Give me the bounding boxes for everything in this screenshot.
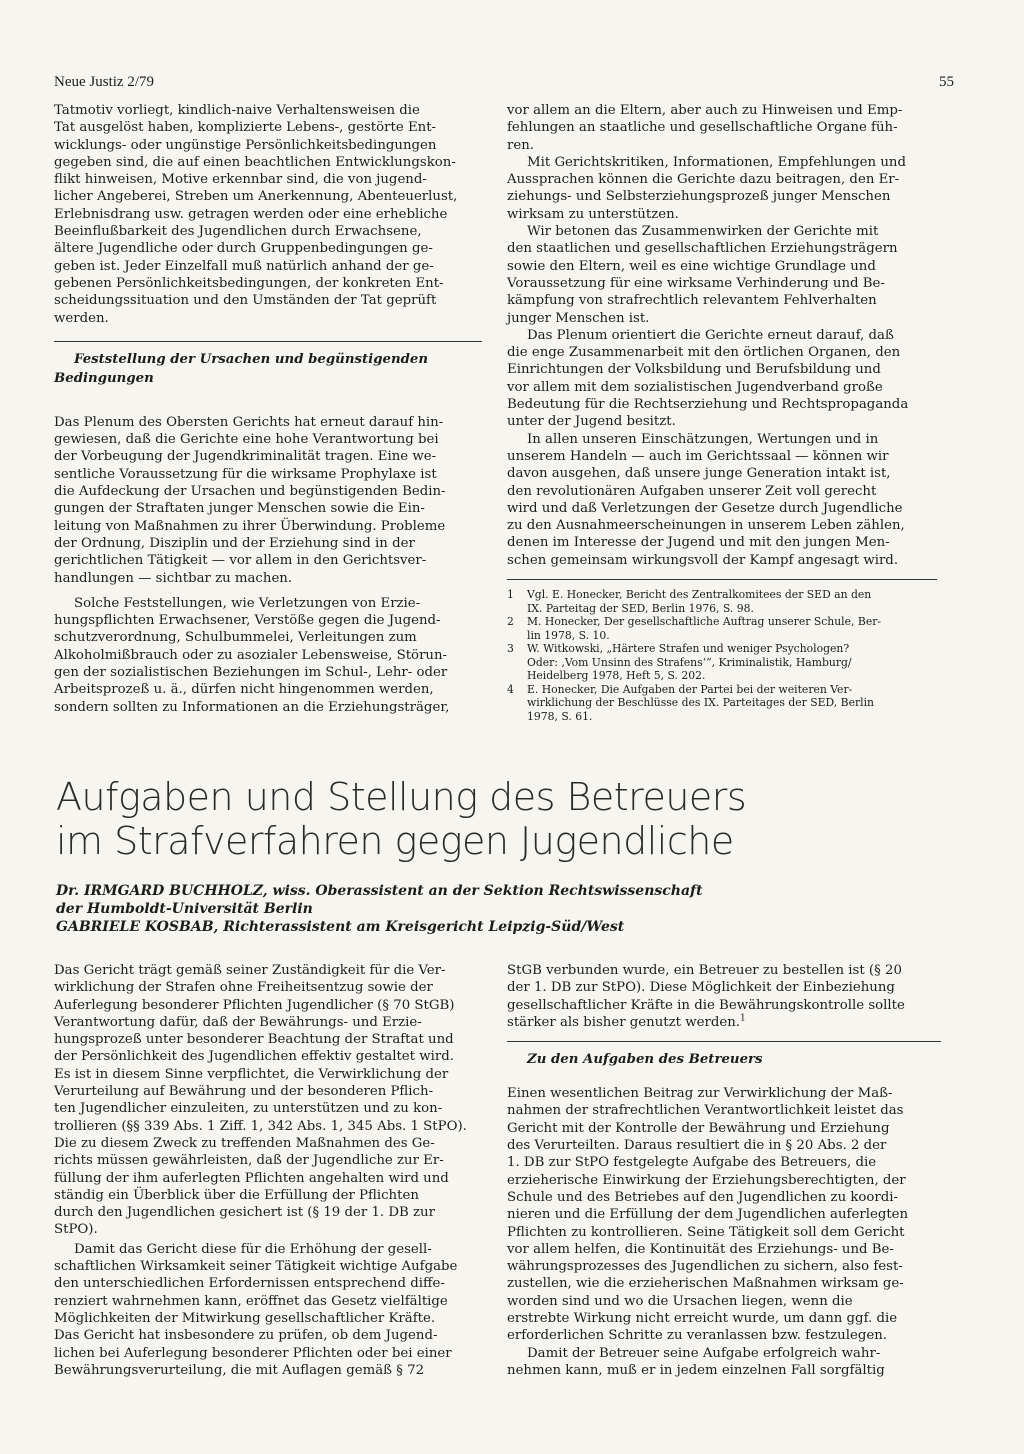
section-heading: Feststellung der Ursachen und begünstigenden Bedingungen xyxy=(54,351,429,386)
footnotes xyxy=(507,588,941,723)
title-line: im Strafverfahren gegen Jugendliche xyxy=(56,819,734,863)
intro-paragraph: Tatmotiv vorliegt, kindlich-naive Verhaltensweisen die Tat ausgelöst haben, komplizierte Lebens-, gestörte Ent- wicklungs- oder ungünstige Persönlichkeitsbedingungen gegeben sind, die auf einen beachtlichen Entwicklungskon- flikt hinweisen, Motive erkennbar sind, die von jugend- licher Angeberei, Streben um Anerkennung, Abenteuerlust, Erlebnisdrang usw. getragen werden oder eine erhebliche Beeinflußbarkeit des Jugendlichen durch Erwachsene, ältere Jugendliche oder durch Gruppenbedingungen ge- geben ist. Jeder Einzelfall muß natürlich anhand der ge- gebenen Persönlichkeitsbedingungen, der konkreten Ent- scheidungssituation und den Umständen der Tat geprüft werden. xyxy=(54,103,458,326)
body-paragraph: Mit Gerichtskritiken, Informationen, Empfehlungen und Aussprachen können die Gerichte dazu beitragen, den Er- ziehungs- und Selbsterziehungsprozeß junger Menschen wirksam zu unterstützen. xyxy=(507,154,906,222)
section-rule xyxy=(507,1041,941,1042)
footnote-text: W. Witkowski, „Härtere Strafen und weniger Psychologen? Oder: ‚Vom Unsinn des Strafens‘“, Kriminalistik, Hamburg/ Heidelberg 1978, Heft 5, S. 202. xyxy=(527,642,852,683)
body-paragraph: Das Plenum orientiert die Gerichte erneut darauf, daß die enge Zusammenarbeit mit den örtlichen Organen, den Einrichtungen der Volksbildung und Berufsbildung und vor allem mit dem sozialistischen Jugendverband große Bedeutung für die Rechtserziehung und Rechtspropaganda unter der Jugend besitzt. xyxy=(507,327,909,430)
author-line: GABRIELE KOSBAB, Richterassistent am Kreisgericht Leipzig-Süd/West xyxy=(56,919,625,935)
section-rule xyxy=(54,341,482,342)
footnote xyxy=(507,683,941,724)
footnote xyxy=(507,642,941,683)
footnote-number: 2 xyxy=(507,615,514,629)
body-paragraph: Einen wesentlichen Beitrag zur Verwirklichung der Maß- nahmen der strafrechtlichen Verantwortlichkeit leistet das Gericht mit der Kontrolle der Bewährung und Erziehung des Verurteilten. Daraus resultiert die in § 20 Abs. 2 der 1. DB zur StPO festgelegte Aufgabe des Betreuers, die erzieherische Einwirkung der Erziehungsberechtigten, der Schule und des Betriebes auf den Jugendlichen zu koordi- nieren und die Erfüllung der dem Jugendlichen auferlegten Pflichten zu kontrollieren. Seine Tätigkeit soll dem Gericht vor allem helfen, die Kontinuität des Erziehungs- und Be- währungsprozesses des Jugendlichen zu sichern, also fest- zustellen, wie die erzieherischen Maßnahmen wirksam ge- worden sind und wo die Ursachen liegen, wenn die erstrebte Wirkung nicht erreicht wurde, um dann ggf. die erforderlichen Schritte zu veranlassen bzw. festzulegen. xyxy=(507,1086,909,1344)
article-authors xyxy=(56,882,956,936)
author-line: der Humboldt-Universität Berlin xyxy=(56,901,313,917)
footnote-text: E. Honecker, Die Aufgaben der Partei bei der weiteren Ver- wirklichung der Beschlüsse des IX. Parteitages der SED, Berlin 1978, S. 61. xyxy=(527,682,874,723)
body-paragraph: Damit der Betreuer seine Aufgabe erfolgreich wahr- nehmen kann, muß er in jedem einzelnen Fall sorgfältig xyxy=(507,1345,885,1378)
section-heading: Zu den Aufgaben des Betreuers xyxy=(527,1052,763,1068)
footnote-reference: 1 xyxy=(740,1013,746,1024)
page-number: 55 xyxy=(939,74,954,90)
footnote xyxy=(507,588,941,615)
title-line: Aufgaben und Stellung des Betreuers xyxy=(56,775,747,819)
bottom-right-column xyxy=(507,962,941,1379)
body-paragraph: Solche Feststellungen, wie Verletzungen von Erzie- hungspflichten Erwachsener, Verstöße gegen die Jugend- schutzverordnung, Schulbummelei, Verleitungen zum Alkoholmißbrauch oder zu asozialer Lebensweise, Störun- gen der sozialistischen Beziehungen im Schul-, Lehr- oder Arbeitsprozeß u. ä., dürfen nicht hingenommen werden, sondern sollten zu Informationen an die Erziehungsträger, xyxy=(54,595,450,715)
continued-text-end: stärker als bisher genutzt werden. xyxy=(507,1014,741,1030)
running-header xyxy=(54,74,954,94)
author-line: Dr. IRMGARD BUCHHOLZ, wiss. Oberassistent an der Sektion Rechtswissenschaft xyxy=(56,883,703,899)
body-paragraph xyxy=(507,962,941,1031)
footnote-number: 4 xyxy=(507,682,514,696)
journal-issue: Neue Justiz 2/79 xyxy=(54,74,154,90)
body-paragraph: Damit das Gericht diese für die Erhöhung der gesell- schaftlichen Wirksamkeit seiner Tätigkeit wichtige Aufgabe den unterschiedlichen Erfordernissen entsprechend diffe- renziert wahrnehmen kann, eröffnet das Gesetz vielfältige Möglichkeiten der Mitwirkung gesellschaftlicher Kräfte. Das Gericht hat insbesondere zu prüfen, ob dem Jugend- lichen bei Auferlegung besonderer Pflichten oder bei einer Bewährungsverurteilung, die mit Auflagen gemäß § 72 xyxy=(54,1241,458,1378)
footnote-text: Vgl. E. Honecker, Bericht des Zentralkomitees der SED an den IX. Parteitag der SED, Berlin 1976, S. 98. xyxy=(527,588,872,615)
top-right-column xyxy=(507,102,941,723)
continued-text: StGB verbunden wurde, ein Betreuer zu bestellen ist (§ 20 der 1. DB zur StPO). Diese Möglichkeit der Einbeziehung gesellschaftlicher Kräfte in die Bewährungskontrolle sollte xyxy=(507,963,905,1013)
body-paragraph: Das Plenum des Obersten Gerichts hat erneut darauf hin- gewiesen, daß die Gerichte eine hohe Verantwortung bei der Vorbeugung der Jugendkriminalität tragen. Eine we- sentliche Voraussetzung für die wirksame Prophylaxe ist die Aufdeckung der Ursachen und begünstigenden Bedin- gungen der Straftaten junger Menschen sowie die Ein- leitung von Maßnahmen zu ihrer Überwindung. Probleme der Ordnung, Disziplin und der Erziehung sind in der gerichtlichen Tätigkeit — vor allem in den Gerichtsver- handlungen — sichtbar zu machen. xyxy=(54,414,446,586)
footnote-text: M. Honecker, Der gesellschaftliche Auftrag unserer Schule, Ber- lin 1978, S. 10. xyxy=(527,615,882,642)
footnote xyxy=(507,615,941,642)
article-title xyxy=(56,775,956,863)
top-left-column xyxy=(54,102,482,716)
body-paragraph: Wir betonen das Zusammenwirken der Gerichte mit den staatlichen und gesellschaftlichen Erziehungsträgern sowie den Eltern, weil es eine wichtige Grundlage und Voraussetzung für eine wirksame Verhinderung und Be- kämpfung von strafrechtlich relevantem Fehlverhalten junger Menschen ist. xyxy=(507,224,898,326)
bottom-left-column xyxy=(54,962,482,1379)
footnote-number: 1 xyxy=(507,588,514,602)
footnote-number: 3 xyxy=(507,642,514,656)
body-paragraph: Das Gericht trägt gemäß seiner Zuständigkeit für die Ver- wirklichung der Strafen ohne Freiheitsentzug sowie der Auferlegung besonderer Pflichten Jugendlicher (§ 70 StGB) Verantwortung dafür, daß der Bewährungs- und Erzie- hungsprozeß unter besonderer Beachtung der Straftat und der Persönlichkeit des Jugendlichen effektiv gestaltet wird. Es ist in diesem Sinne verpflichtet, die Verwirklichung der Verurteilung auf Bewährung und der besonderen Pflich- ten Jugendlicher einzuleiten, zu unterstützen und zu kon- trollieren (§§ 339 Abs. 1 Ziff. 1, 342 Abs. 1, 345 Abs. 1 StPO). Die zu diesem Zweck zu treffenden Maßnahmen des Ge- richts müssen gewährleisten, daß der Jugendliche zur Er- füllung der ihm auferlegten Pflichten angehalten wird und ständig ein Überblick über die Erfüllung der Pflichten durch den Jugendlichen gesichert ist (§ 19 der 1. DB zur StPO). xyxy=(54,963,467,1238)
footnote-rule xyxy=(507,579,937,580)
body-paragraph: vor allem an die Eltern, aber auch zu Hinweisen und Emp- fehlungen an staatliche und gesellschaftliche Organe füh- ren. xyxy=(507,103,903,153)
body-paragraph: In allen unseren Einschätzungen, Wertungen und in unserem Handeln — auch im Gerichtssaal — können wir davon ausgehen, daß unsere junge Generation intakt ist, den revolutionären Aufgaben unserer Zeit voll gerecht wird und daß Verletzungen der Gesetze durch Jugendliche zu den Ausnahmeerscheinungen in unserem Leben zählen, denen im Interesse der Jugend und mit den jungen Men- schen gemeinsam wirkungsvoll der Kampf angesagt wird. xyxy=(507,431,905,568)
